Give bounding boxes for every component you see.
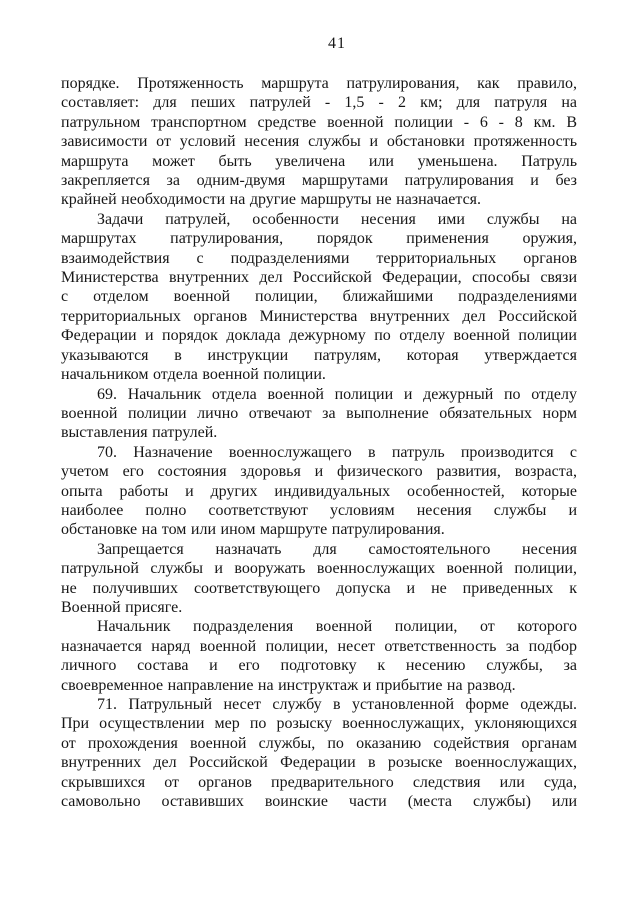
- paragraph: [61, 617, 577, 695]
- text-line: наиболее полно соответствуют условиям несения службы и: [61, 501, 577, 519]
- text-line: обстановке на том или ином маршруте патрулирования.: [61, 521, 445, 539]
- text-line: крайней необходимости на другие маршруты не назначается.: [61, 191, 482, 209]
- text-line: начальником отдела военной полиции.: [61, 366, 326, 384]
- paragraph: [61, 210, 577, 385]
- paragraph: [61, 74, 577, 210]
- text-line: Запрещается назначать для самостоятельного несения: [97, 540, 577, 558]
- paragraph: [61, 385, 577, 443]
- text-line: скрывшихся от органов предварительного следствия или суда,: [61, 773, 577, 791]
- text-line: указываются в инструкции патрулям, которая утверждается: [61, 346, 577, 364]
- page-number: 41: [328, 35, 346, 52]
- paragraph: [61, 540, 577, 618]
- text-line: При осуществлении мер по розыску военнослужащих, уклоняющихся: [61, 715, 577, 733]
- text-line: порядке. Протяженность маршрута патрулирования, как правило,: [61, 75, 577, 92]
- text-line: выставления патрулей.: [61, 424, 218, 442]
- text-line: учетом его состояния здоровья и физического развития, возраста,: [61, 463, 577, 481]
- text-line: опыта работы и других индивидуальных особенностей, которые: [61, 482, 577, 500]
- text-line: самовольно оставивших воинские части (места службы) или: [61, 793, 577, 811]
- text-line: своевременное направление на инструктаж и прибытие на развод.: [61, 676, 516, 694]
- text-line: патрульном транспортном средстве военной полиции - 6 - 8 км. В: [61, 113, 577, 131]
- text-line: военной полиции лично отвечают за выполнение обязательных норм: [61, 404, 577, 422]
- text-line: составляет: для пеших патрулей - 1,5 - 2 км; для патруля на: [61, 94, 577, 112]
- text-line: 69. Начальник отдела военной полиции и дежурный по отделу: [97, 385, 577, 403]
- text-line: территориальных органов Министерства внутренних дел Российской: [61, 307, 577, 325]
- text-line: Начальник подразделения военной полиции, от которого: [97, 618, 577, 636]
- paragraph: [61, 443, 577, 540]
- text-line: от прохождения военной службы, по оказанию содействия органам: [61, 734, 577, 752]
- text-line: Военной присяге.: [61, 598, 183, 616]
- text-line: 70. Назначение военнослужащего в патруль производится с: [97, 443, 577, 461]
- text-line: взаимодействия с подразделениями территориальных органов: [61, 249, 577, 267]
- text-line: закрепляется за одним-двумя маршрутами патрулирования и без: [61, 172, 577, 190]
- text-line: Федерации и порядок доклада дежурному по отделу военной полиции: [61, 327, 577, 345]
- text-line: не получивших соответствующего допуска и не приведенных к: [61, 579, 577, 597]
- text-line: внутренних дел Российской Федерации в розыске военнослужащих,: [61, 754, 577, 772]
- text-line: патрульной службы и вооружать военнослужащих военной полиции,: [61, 560, 577, 578]
- text-line: личного состава и его подготовку к несению службы, за: [61, 657, 577, 675]
- text-line: Задачи патрулей, особенности несения ими службы на: [97, 210, 577, 228]
- text-line: маршрутах патрулирования, порядок применения оружия,: [61, 230, 577, 248]
- text-line: 71. Патрульный несет службу в установленной форме одежды.: [97, 696, 577, 713]
- document-body: [61, 74, 577, 811]
- text-line: зависимости от условий несения службы и обстановки протяженность: [61, 133, 577, 151]
- text-line: Министерства внутренних дел Российской Федерации, способы связи: [61, 269, 577, 287]
- text-line: с отделом военной полиции, ближайшими подразделениями: [61, 288, 577, 306]
- text-line: маршрута может быть увеличена или уменьшена. Патруль: [61, 152, 577, 170]
- text-line: назначается наряд военной полиции, несет ответственность за подбор: [61, 637, 577, 655]
- paragraph: [61, 695, 577, 811]
